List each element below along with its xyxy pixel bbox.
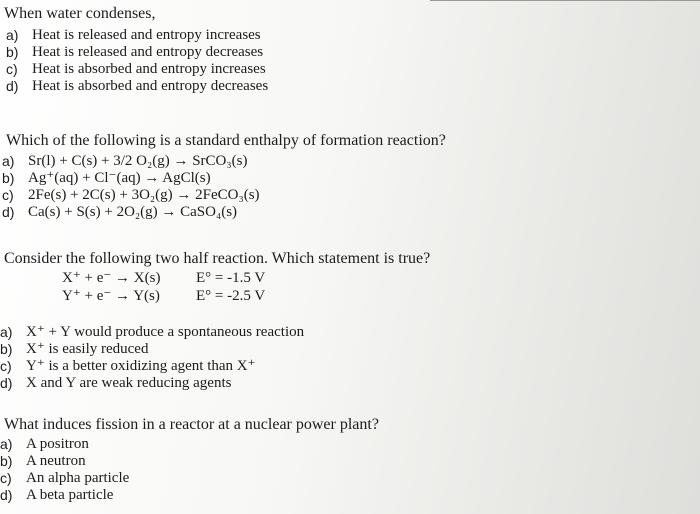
question-4-option-d[interactable]: d) A beta particle — [0, 487, 114, 503]
question-3 — [0, 250, 700, 400]
question-4-option-a[interactable]: a) A positron — [0, 436, 89, 452]
half-reaction-y-equation: Y⁺ + e⁻ → Y(s) — [62, 288, 160, 304]
top-rule — [430, 0, 700, 1]
question-1-option-b[interactable]: b) Heat is released and entropy decreases — [6, 44, 264, 60]
question-3-stem: Consider the following two half reaction. Which statement is true? — [4, 250, 431, 267]
question-3-option-a[interactable]: a) X⁺ + Y would produce a spontaneous reaction — [0, 324, 305, 340]
question-3-option-c[interactable]: c) Y⁺ is a better oxidizing agent than X⁺ — [0, 358, 256, 374]
question-2-option-c[interactable]: c) 2Fe(s) + 2C(s) + 3O₂(g) → 2FeCO₃(s) — [2, 187, 260, 203]
question-1-option-d[interactable]: d) Heat is absorbed and entropy decreases — [6, 78, 269, 94]
question-2-option-d[interactable]: d) Ca(s) + S(s) + 2O₂(g) → CaSO₄(s) — [2, 204, 238, 220]
question-1 — [0, 5, 268, 95]
question-2-option-a[interactable]: a) Sr(l) + C(s) + 3/2 O₂(g) → SrCO₃(s) — [2, 153, 248, 169]
question-2-stem: Which of the following is a standard enthalpy of formation reaction? — [6, 132, 446, 149]
question-1-option-a[interactable]: a) Heat is released and entropy increases — [6, 27, 261, 43]
question-1-stem: When water condenses, — [4, 5, 156, 22]
half-reaction-x-equation: X⁺ + e⁻ → X(s) — [62, 270, 161, 286]
question-2 — [0, 132, 446, 221]
question-2-option-b[interactable]: b) Ag⁺(aq) + Cl⁻(aq) → AgCl(s) — [2, 170, 211, 186]
question-3-option-d[interactable]: d) X and Y are weak reducing agents — [0, 375, 232, 391]
half-reaction-y-potential: E° = -2.5 V — [196, 288, 266, 304]
question-4 — [0, 416, 379, 504]
question-3-option-b[interactable]: b) X⁺ is easily reduced — [0, 341, 149, 357]
question-1-option-c[interactable]: c) Heat is absorbed and entropy increases — [6, 61, 266, 77]
question-4-stem: What induces fission in a reactor at a nuclear power plant? — [4, 416, 379, 433]
half-reaction-x-potential: E° = -1.5 V — [196, 270, 266, 286]
question-4-option-b[interactable]: b) A neutron — [0, 453, 86, 469]
question-4-option-c[interactable]: c) An alpha particle — [0, 470, 130, 486]
